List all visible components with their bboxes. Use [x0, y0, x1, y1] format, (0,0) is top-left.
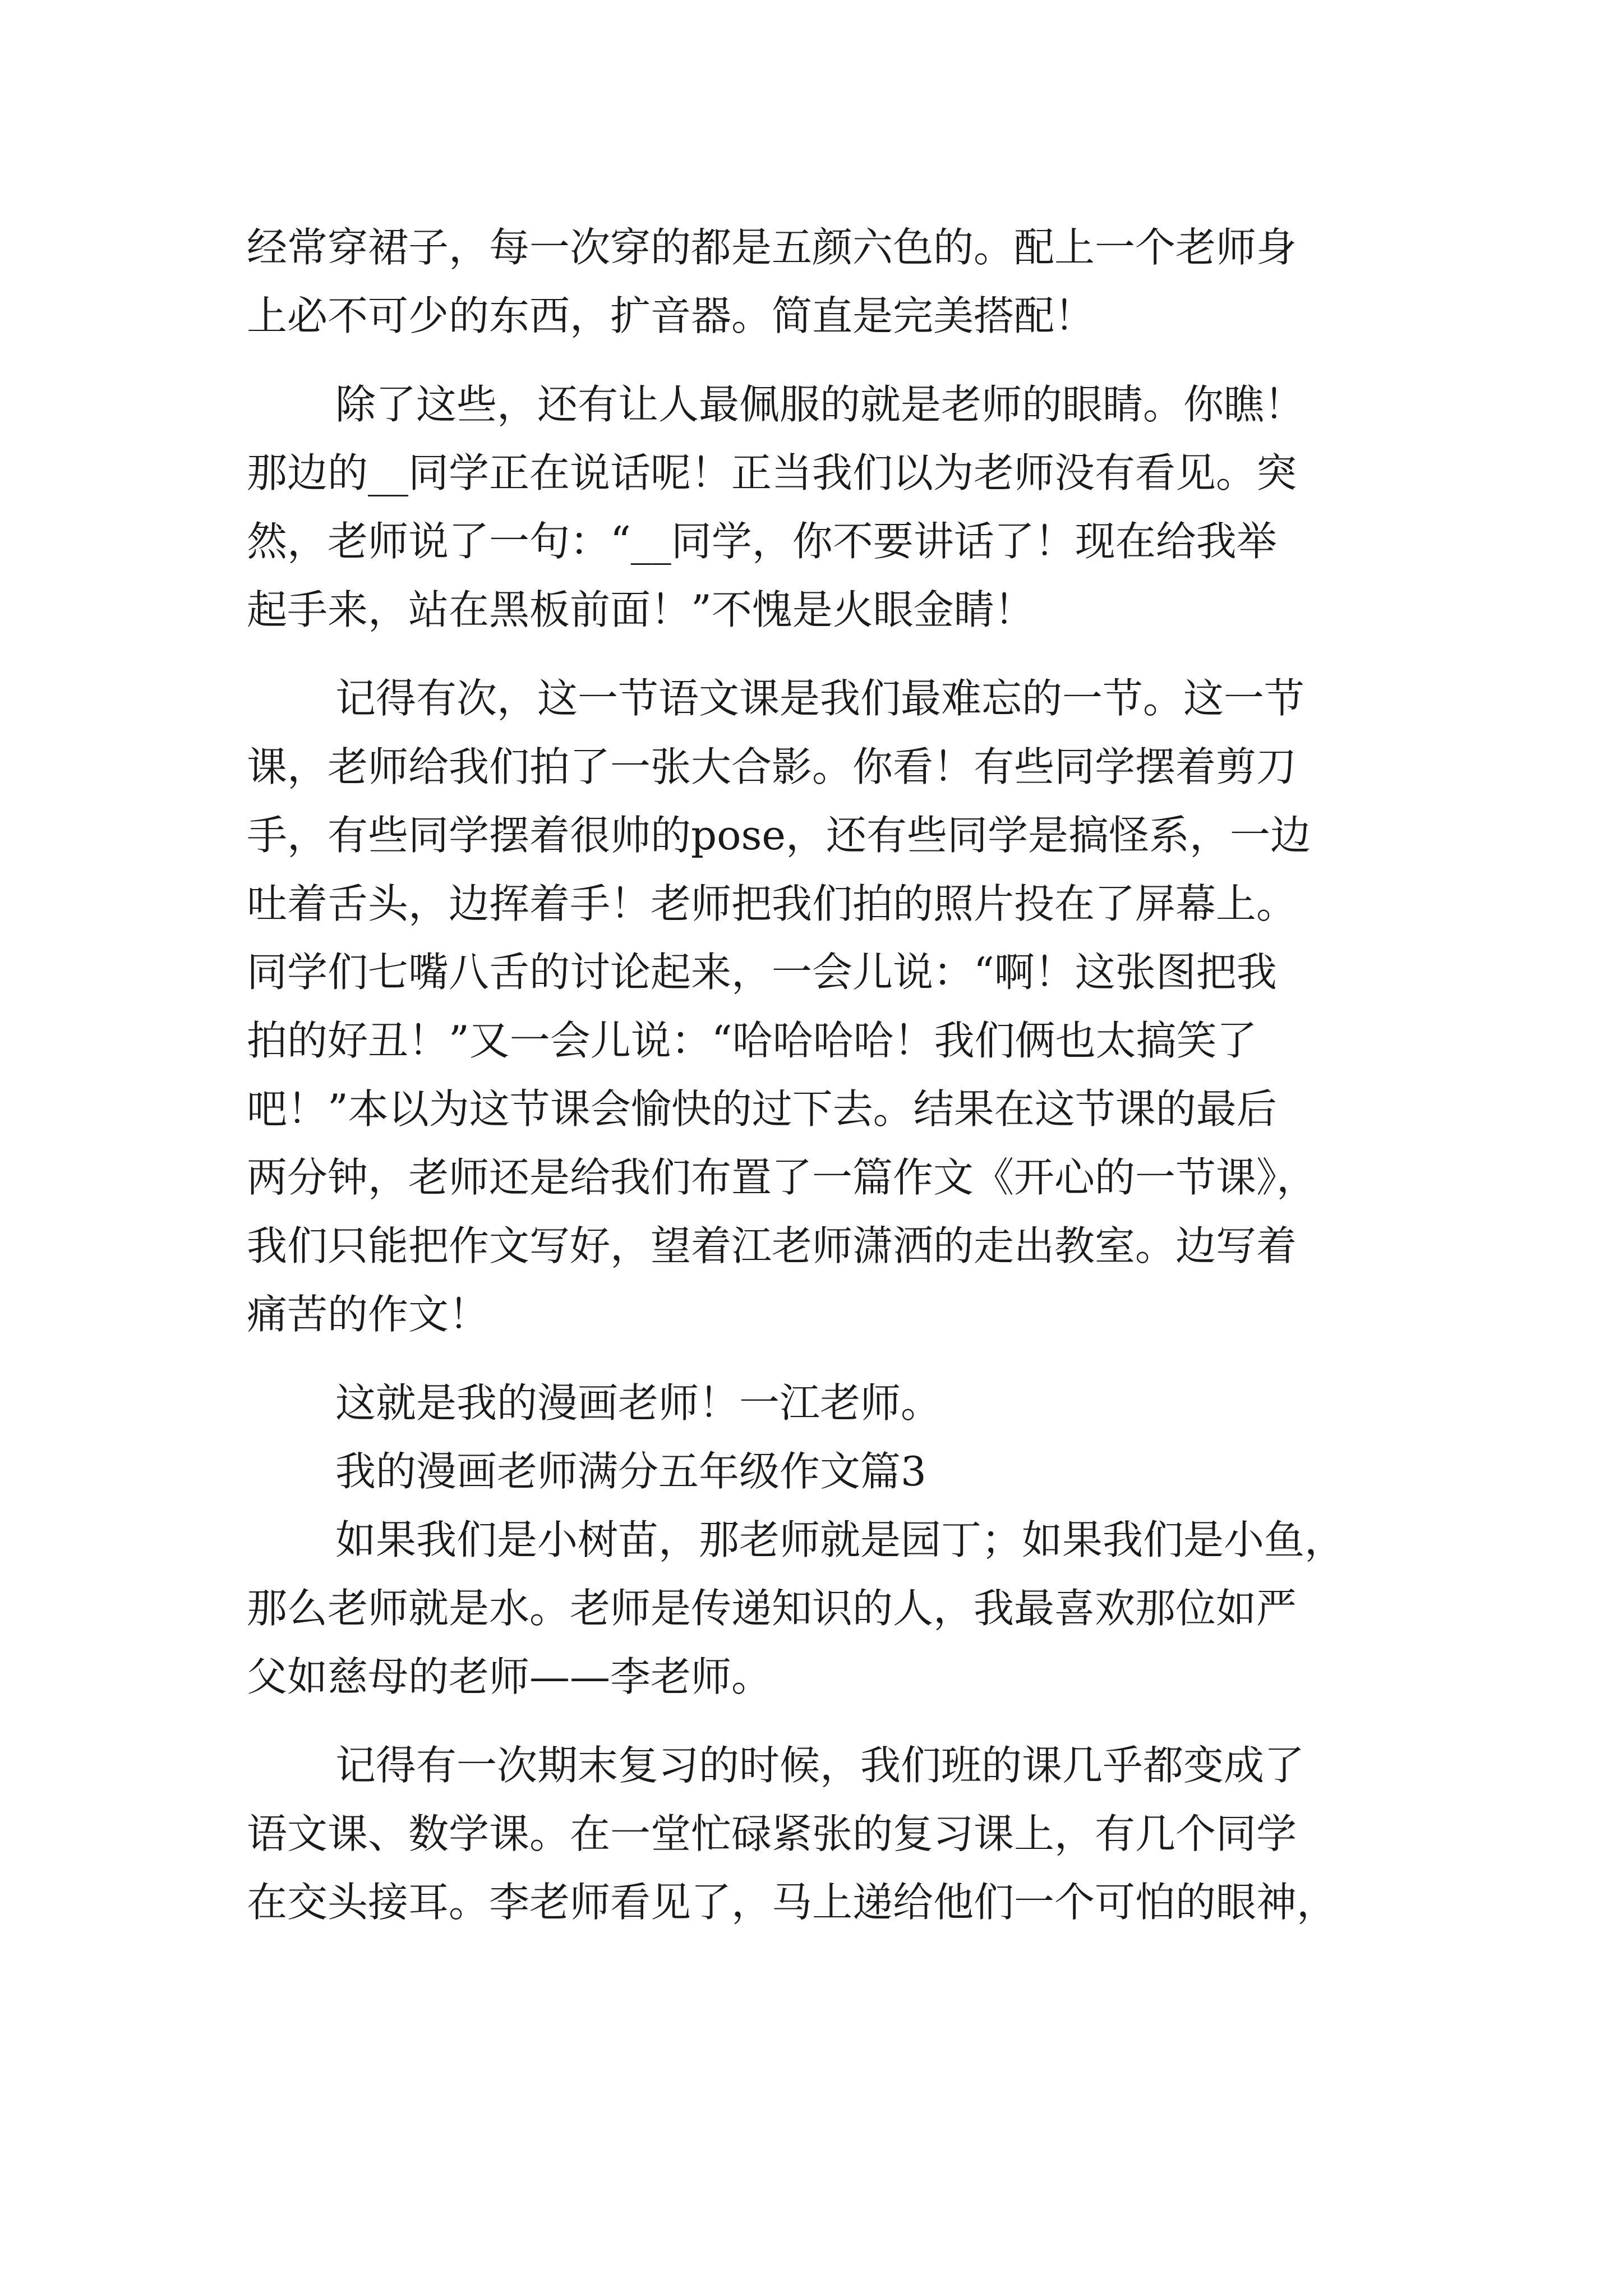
- text-line: 两分钟，老师还是给我们布置了一篇作文《开心的一节课》，: [247, 1154, 1317, 1201]
- text-line: 上必不可少的东西，扩音器。简直是完美搭配！: [247, 292, 1095, 339]
- text-line: 吐着舌头，边挥着手！老师把我们拍的照片投在了屏幕上。: [247, 880, 1297, 927]
- text-line: 那边的__同学正在说话呢！正当我们以为老师没有看见。突: [247, 449, 1297, 496]
- paragraph-gap: [247, 644, 1391, 664]
- paragraph-first-line: 记得有一次期末复习的时候，我们班的课几乎都变成了: [335, 1742, 1305, 1789]
- paragraph-first-line: 如果我们是小树苗，那老师就是园丁；如果我们是小鱼，: [335, 1516, 1345, 1563]
- paragraph-gap: [247, 1349, 1391, 1369]
- section-heading: 我的漫画老师满分五年级作文篇3: [335, 1448, 926, 1495]
- text-line: 然，老师说了一句：“__同学，你不要讲话了！现在给我举: [247, 518, 1277, 565]
- text-line: 语文课、数学课。在一堂忙碌紧张的复习课上，有几个同学: [247, 1810, 1297, 1857]
- text-line: 同学们七嘴八舌的讨论起来，一会儿说：“啊！这张图把我: [247, 949, 1277, 996]
- text-line: 痛苦的作文！: [247, 1291, 490, 1338]
- text-line: 拍的好丑！”又一会儿说：“哈哈哈哈！我们俩也太搞笑了: [247, 1017, 1257, 1064]
- text-line: 经常穿裙子，每一次穿的都是五颜六色的。配上一个老师身: [247, 224, 1297, 271]
- paragraph-gap: [247, 1711, 1391, 1731]
- text-line: 父如慈母的老师——李老师。: [247, 1653, 772, 1700]
- text-line: 手，有些同学摆着很帅的pose，还有些同学是搞怪系，一边: [247, 812, 1311, 859]
- paragraph-gap: [247, 350, 1391, 370]
- paragraph-first-line: 这就是我的漫画老师！一江老师。: [335, 1379, 942, 1427]
- text-line: 起手来，站在黑板前面！”不愧是火眼金睛！: [247, 586, 1035, 633]
- text-line: 那么老师就是水。老师是传递知识的人，我最喜欢那位如严: [247, 1585, 1297, 1632]
- text-line: 我们只能把作文写好，望着江老师潇洒的走出教室。边写着: [247, 1222, 1297, 1269]
- text-line: 吧！”本以为这节课会愉快的过下去。结果在这节课的最后: [247, 1085, 1277, 1133]
- paragraph-first-line: 除了这些，还有让人最佩服的就是老师的眼睛。你瞧！: [335, 381, 1305, 428]
- paragraph-first-line: 记得有次，这一节语文课是我们最难忘的一节。这一节: [335, 675, 1305, 722]
- text-line: 课，老师给我们拍了一张大合影。你看！有些同学摆着剪刀: [247, 743, 1297, 790]
- text-line: 在交头接耳。李老师看见了，马上递给他们一个可怕的眼神，: [247, 1879, 1338, 1926]
- article-body: [247, 213, 1391, 1936]
